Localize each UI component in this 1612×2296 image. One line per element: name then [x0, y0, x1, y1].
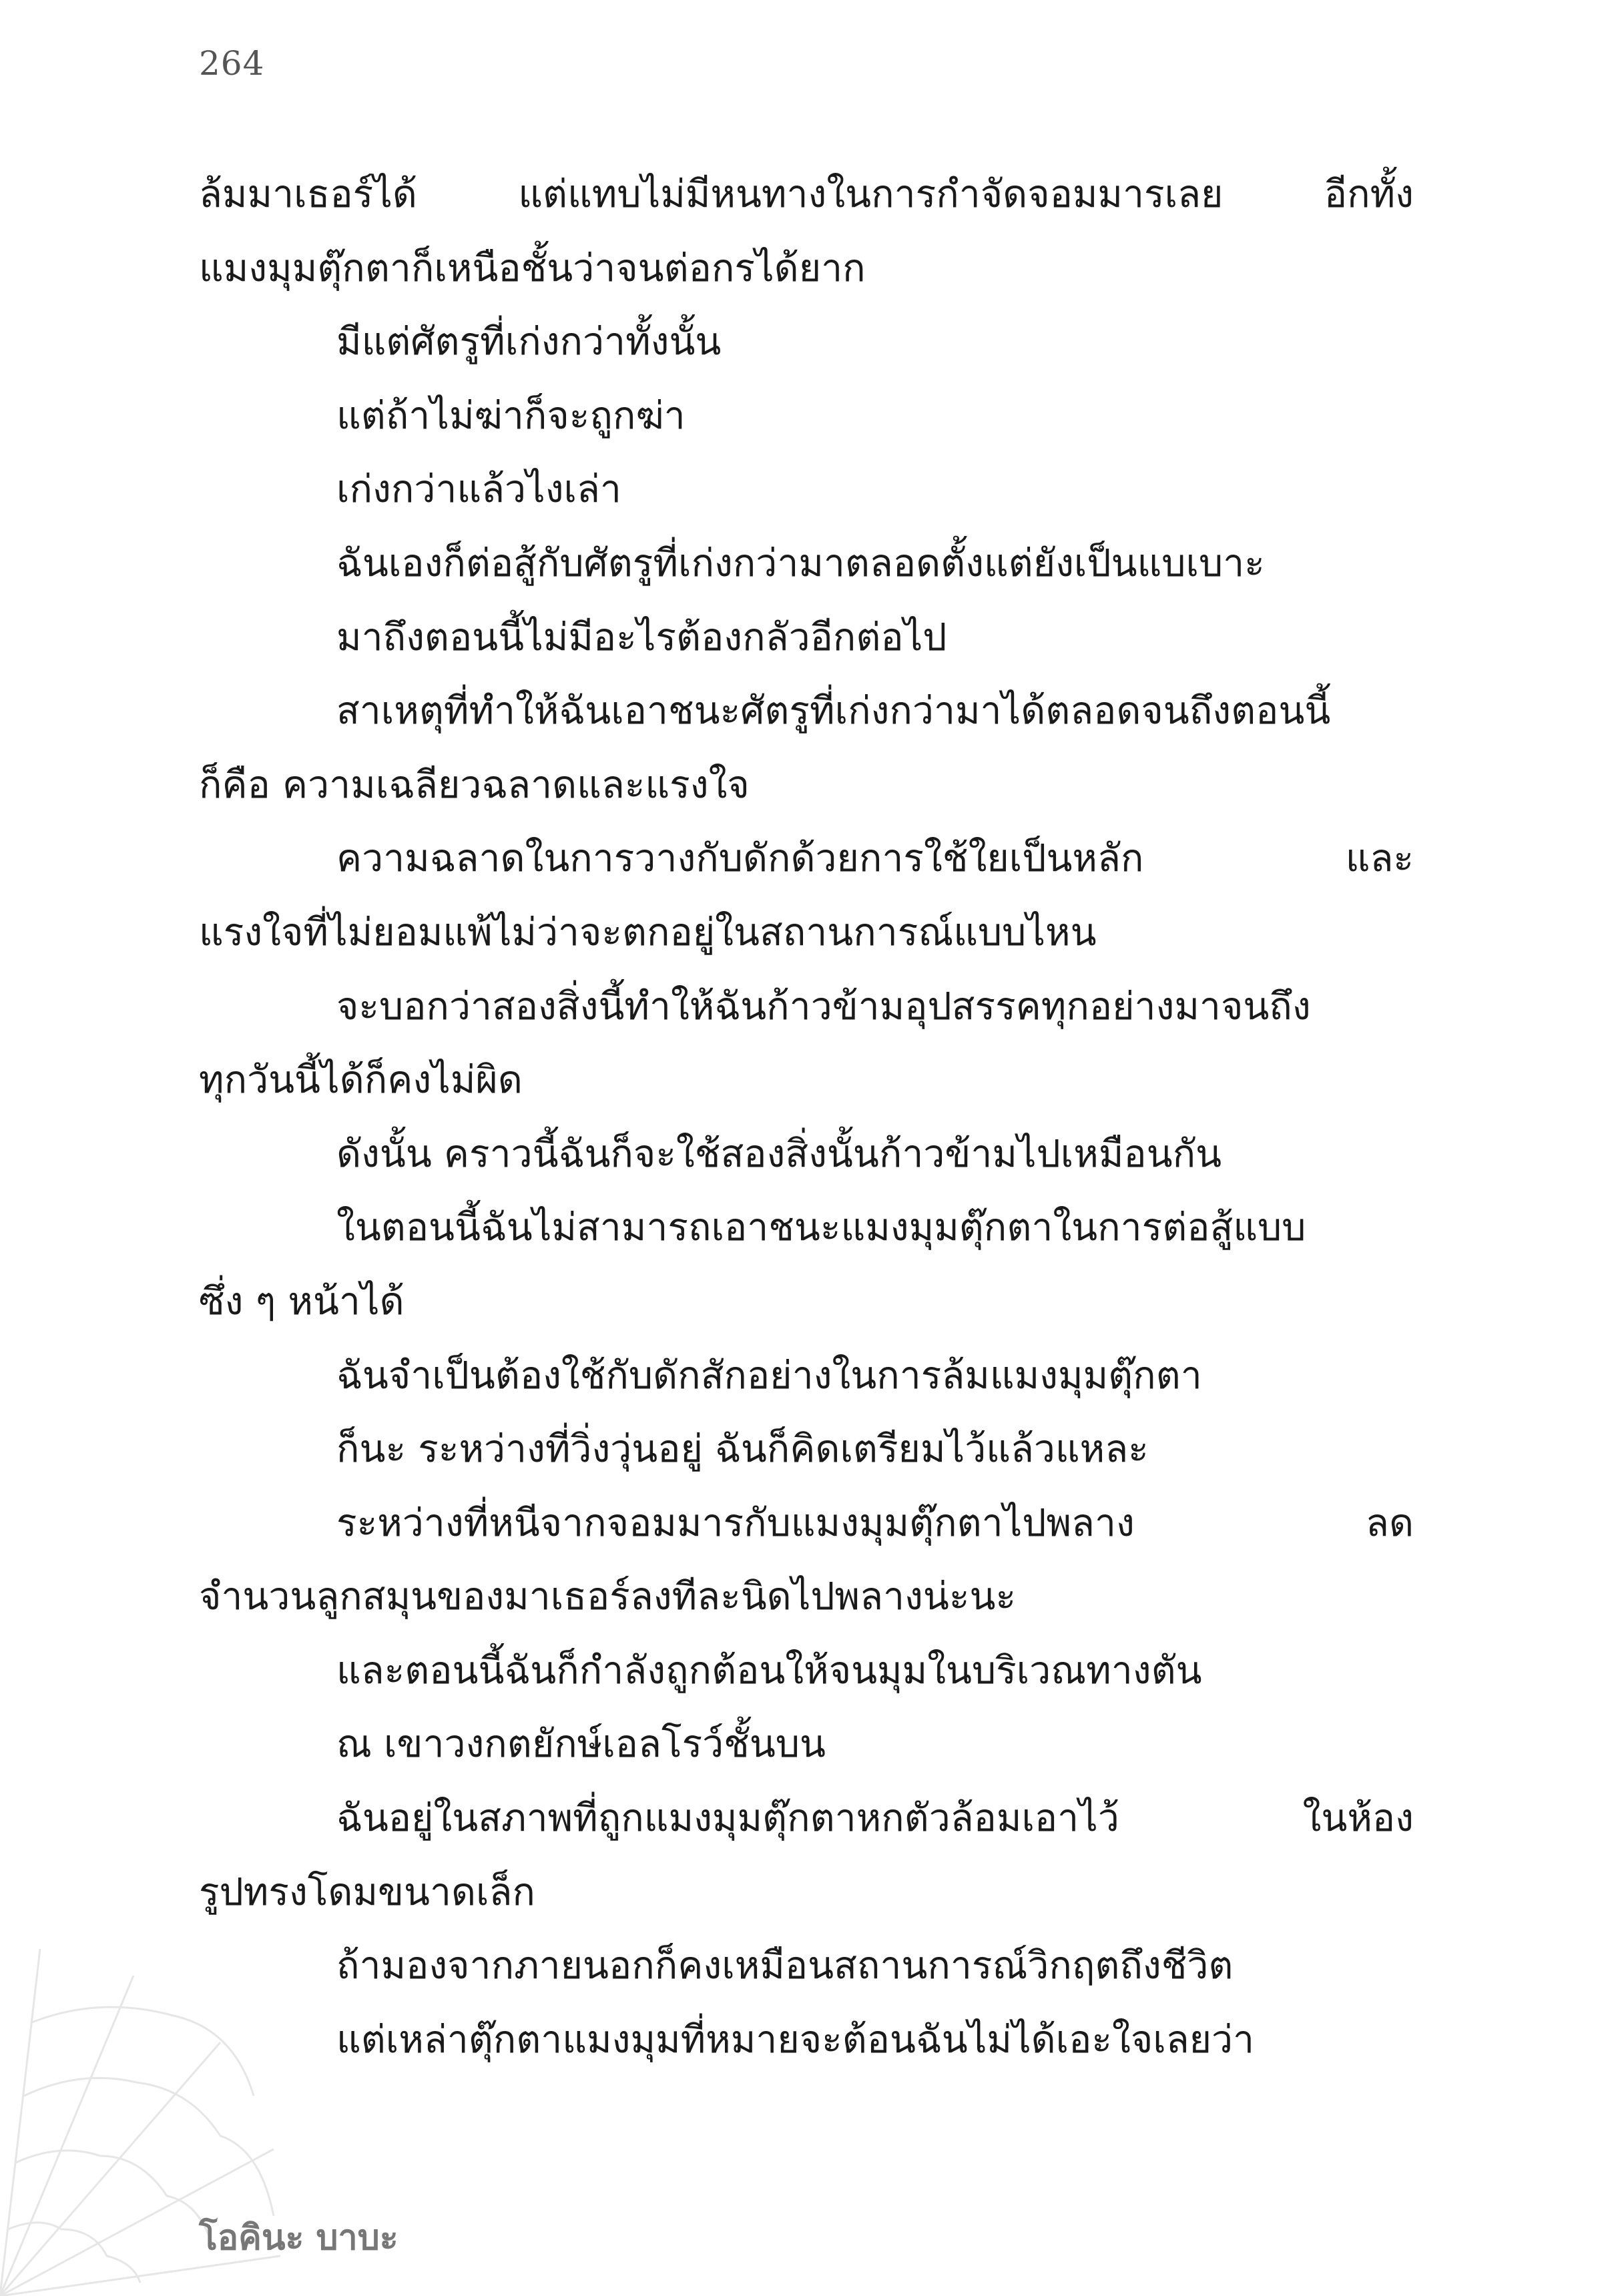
- text-line: ระหว่างที่หนีจากจอมมารกับแมงมุมตุ๊กตาไปพลาง ลด: [336, 1500, 1414, 1545]
- text-line: เก่งกว่าแล้วไงเล่า: [336, 467, 621, 512]
- text-line: มีแต่ศัตรูที่เก่งกว่าทั้งนั้น: [336, 320, 722, 364]
- text-line: ก็คือ ความเฉลียวฉลาดและแรงใจ: [199, 762, 750, 807]
- text-line: แมงมุมตุ๊กตาก็เหนือชั้นว่าจนต่อกรได้ยาก: [199, 246, 866, 290]
- text-line: รูปทรงโดมขนาดเล็ก: [199, 1870, 535, 1914]
- text-line: ทุกวันนี้ได้ก็คงไม่ผิด: [199, 1058, 523, 1103]
- text-line: แต่ถ้าไม่ฆ่าก็จะถูกฆ่า: [336, 393, 686, 438]
- text-line: ซึ่ง ๆ หน้าได้: [199, 1279, 405, 1324]
- text-line: ในตอนนี้ฉันไม่สามารถเอาชนะแมงมุมตุ๊กตาในการต่อสู้แบบ: [336, 1205, 1306, 1250]
- footer-author: โอคินะ บาบะ: [199, 2218, 398, 2258]
- text-line: แต่เหล่าตุ๊กตาแมงมุมที่หมายจะต้อนฉันไม่ได้เอะใจเลยว่า: [336, 2017, 1255, 2062]
- text-line: และตอนนี้ฉันก็กำลังถูกต้อนให้จนมุมในบริเวณทางตัน: [336, 1648, 1202, 1693]
- text-line: ณ เขาวงกตยักษ์เอลโรว์ชั้นบน: [336, 1722, 826, 1767]
- text-line: ถ้ามองจากภายนอกก็คงเหมือนสถานการณ์วิกฤตถึงชีวิต: [336, 1944, 1234, 1988]
- text-line: ฉันจำเป็นต้องใช้กับดักสักอย่างในการล้มแมงมุมตุ๊กตา: [336, 1353, 1202, 1398]
- text-line: จะบอกว่าสองสิ่งนี้ทำให้ฉันก้าวข้ามอุปสรรคทุกอย่างมาจนถึง: [336, 984, 1311, 1029]
- text-line: มาถึงตอนนี้ไม่มีอะไรต้องกลัวอีกต่อไป: [336, 615, 947, 659]
- body-text: [199, 158, 1414, 2076]
- page-number: 264: [199, 44, 265, 83]
- text-line: จำนวนลูกสมุนของมาเธอร์ลงทีละนิดไปพลางน่ะนะ: [199, 1574, 1017, 1619]
- text-line: ก็นะ ระหว่างที่วิ่งวุ่นอยู่ ฉันก็คิดเตรียมไว้แล้วแหละ: [336, 1427, 1149, 1472]
- text-line: ความฉลาดในการวางกับดักด้วยการใช้ใยเป็นหลัก และ: [336, 836, 1414, 881]
- text-line: ฉันอยู่ในสภาพที่ถูกแมงมุมตุ๊กตาหกตัวล้อมเอาไว้ ในห้อง: [336, 1796, 1414, 1841]
- text-line: ล้มมาเธอร์ได้ แต่แทบไม่มีหนทางในการกำจัดจอมมารเลย อีกทั้ง: [199, 172, 1414, 216]
- text-line: สาเหตุที่ทำให้ฉันเอาชนะศัตรูที่เก่งกว่ามาได้ตลอดจนถึงตอนนี้: [336, 689, 1331, 734]
- text-line: ฉันเองก็ต่อสู้กับศัตรูที่เก่งกว่ามาตลอดตั้งแต่ยังเป็นแบเบาะ: [336, 541, 1265, 585]
- text-line: ดังนั้น คราวนี้ฉันก็จะใช้สองสิ่งนั้นก้าวข้ามไปเหมือนกัน: [336, 1131, 1222, 1176]
- text-line: แรงใจที่ไม่ยอมแพ้ไม่ว่าจะตกอยู่ในสถานการณ์แบบไหน: [199, 910, 1097, 954]
